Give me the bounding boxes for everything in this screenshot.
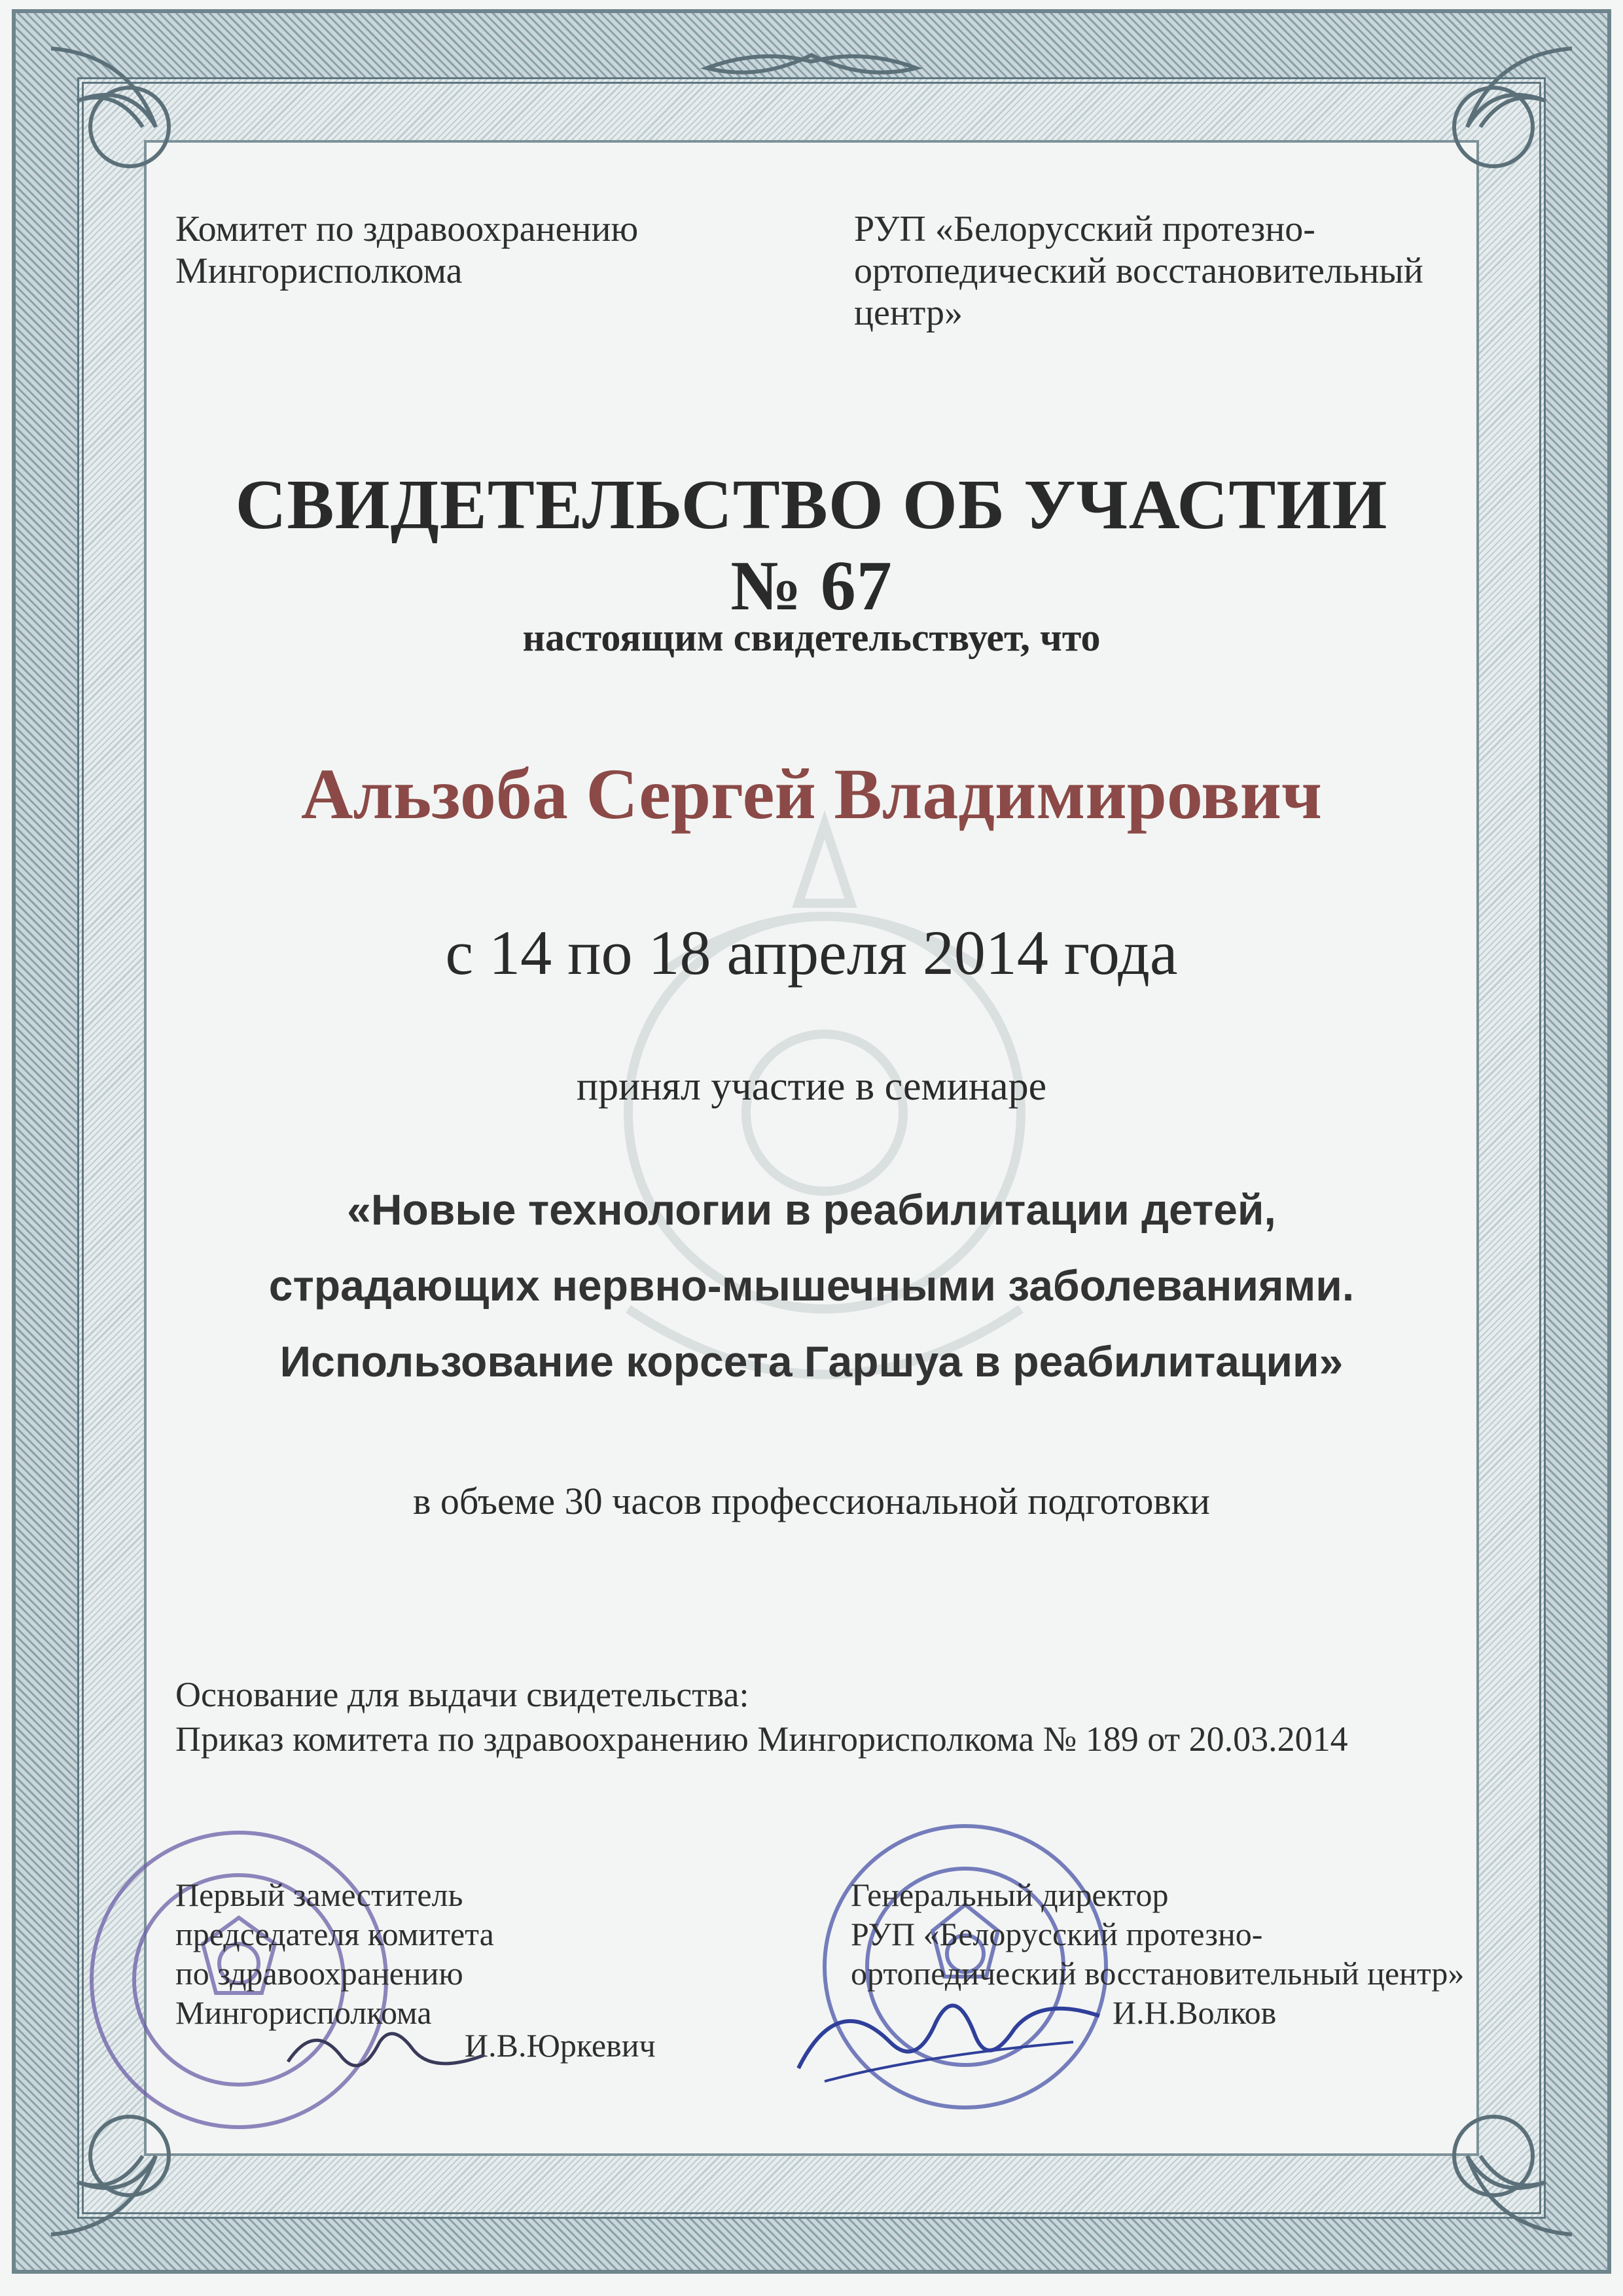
participation-text: принял участие в семинаре bbox=[576, 1064, 1047, 1109]
left-position-line-3: по здравоохранению bbox=[175, 1955, 463, 1992]
right-handwritten-signature bbox=[785, 1970, 1113, 2101]
left-handwritten-signature bbox=[281, 2016, 497, 2088]
right-signer-name: И.Н.Волков bbox=[1113, 1994, 1277, 2031]
seminar-title bbox=[196, 1172, 1427, 1399]
left-signatory-position bbox=[175, 1875, 494, 2032]
seminar-title-line-2: страдающих нервно-мышечными заболеваниями. bbox=[268, 1261, 1355, 1310]
issuer-right-line-1: РУП «Белорусский протезно- bbox=[854, 209, 1315, 249]
issuer-right bbox=[854, 208, 1423, 334]
left-position-line-4: Мингорисполкома bbox=[175, 1994, 432, 2031]
right-position-line-1: Генеральный директор bbox=[851, 1876, 1169, 1913]
right-position-line-2: РУП «Белорусский протезно- bbox=[851, 1916, 1263, 1952]
seminar-title-line-3: Использование корсета Гаршуа в реабилитации» bbox=[279, 1337, 1344, 1386]
left-position-line-2: председателя комитета bbox=[175, 1916, 494, 1952]
seminar-dates: с 14 по 18 апреля 2014 года bbox=[445, 918, 1178, 988]
left-signer-name: И.В.Юркевич bbox=[465, 2027, 656, 2064]
issuer-left-line-2: Мингорисполкома bbox=[175, 251, 463, 291]
issuance-basis bbox=[175, 1672, 1484, 1761]
training-volume: в объеме 30 часов профессиональной подготовки bbox=[413, 1480, 1210, 1522]
issuer-right-line-3: центр» bbox=[854, 293, 963, 333]
issuer-right-line-2: ортопедический восстановительный bbox=[854, 251, 1423, 291]
left-position-line-1: Первый заместитель bbox=[175, 1876, 463, 1913]
seminar-title-line-1: «Новые технологии в реабилитации детей, bbox=[347, 1185, 1276, 1234]
issuer-left bbox=[175, 208, 638, 292]
right-position-line-3: ортопедический восстановительный центр» bbox=[851, 1955, 1465, 1992]
certificate-title: СВИДЕТЕЛЬСТВО ОБ УЧАСТИИ № 67 bbox=[235, 466, 1388, 625]
recipient-name: Альзоба Сергей Владимирович bbox=[300, 754, 1323, 834]
certifies-text: настоящим свидетельствует, что bbox=[522, 616, 1101, 659]
issuer-left-line-1: Комитет по здравоохранению bbox=[175, 209, 639, 249]
basis-label: Основание для выдачи свидетельства: bbox=[175, 1675, 749, 1714]
basis-order: Приказ комитета по здравоохранению Мингорисполкома № 189 от 20.03.2014 bbox=[175, 1719, 1348, 1759]
